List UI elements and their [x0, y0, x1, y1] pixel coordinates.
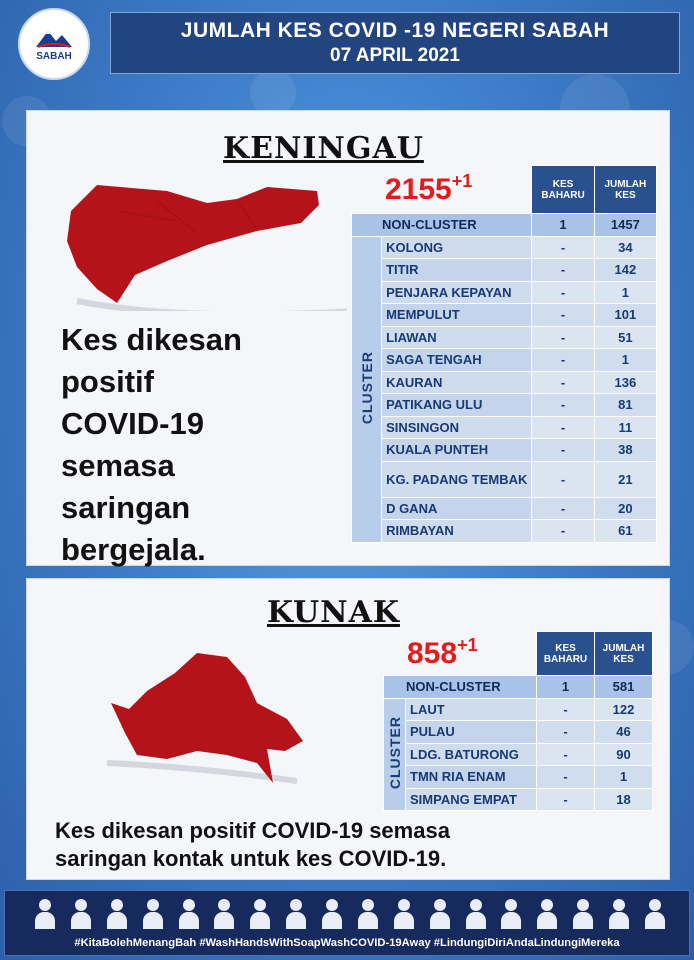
person-icon	[322, 899, 342, 929]
cluster-side-label: CLUSTER	[384, 698, 406, 811]
person-icon	[430, 899, 450, 929]
keningau-panel	[26, 110, 670, 566]
table-row: SAGA TENGAH - 1	[352, 349, 657, 372]
table-row: KUALA PUNTEH - 38	[352, 439, 657, 462]
person-icon	[179, 899, 199, 929]
desc-line: positif	[61, 364, 154, 399]
person-icon	[286, 899, 306, 929]
keningau-title: KENINGAU	[223, 131, 424, 166]
table-row: NON-CLUSTER 1 1457	[352, 214, 657, 237]
person-icon	[143, 899, 163, 929]
kunak-panel	[26, 578, 670, 880]
desc-line: COVID-19	[61, 406, 204, 441]
table-row: MEMPULUT - 101	[352, 304, 657, 327]
table-row: SINSINGON - 11	[352, 416, 657, 439]
kunak-increase: +1	[457, 635, 478, 655]
table-row: SIMPANG EMPAT - 18	[384, 788, 653, 811]
keningau-table	[351, 165, 657, 543]
desc-line: saringan kontak untuk kes COVID-19.	[55, 846, 447, 871]
table-row: CLUSTER LAUT - 122	[384, 698, 653, 721]
person-icon	[35, 899, 55, 929]
table-row: KG. PADANG TEMBAK - 21	[352, 461, 657, 497]
col-header-new: KES BAHARU	[537, 632, 595, 676]
col-header-total: JUMLAH KES	[595, 632, 653, 676]
footer-banner	[4, 890, 690, 956]
desc-line: Kes dikesan	[61, 322, 242, 357]
keningau-total-value: 2155	[385, 173, 452, 206]
col-header-total: JUMLAH KES	[594, 166, 656, 214]
person-icon	[609, 899, 629, 929]
kunak-title: KUNAK	[267, 595, 400, 630]
table-row: NON-CLUSTER 1 581	[384, 676, 653, 699]
sabah-logo	[18, 8, 90, 80]
table-row: CLUSTER KOLONG - 34	[352, 236, 657, 259]
page-date: 07 APRIL 2021	[330, 45, 460, 66]
table-row: LIAWAN - 51	[352, 326, 657, 349]
table-row: PENJARA KEPAYAN - 1	[352, 281, 657, 304]
person-icon	[250, 899, 270, 929]
desc-line: bergejala.	[61, 532, 206, 567]
person-icon	[71, 899, 91, 929]
table-row: KAURAN - 136	[352, 371, 657, 394]
kunak-table	[383, 631, 653, 811]
person-icon	[107, 899, 127, 929]
kunak-description	[55, 817, 450, 873]
desc-line: semasa	[61, 448, 175, 483]
table-row: TITIR - 142	[352, 259, 657, 282]
title-banner	[110, 12, 680, 74]
person-icon	[537, 899, 557, 929]
person-icon	[645, 899, 665, 929]
hashtags: #KitaBolehMenangBah #WashHandsWithSoapWashCOVID-19Away #LindungiDiriAndaLindungiMereka	[74, 937, 620, 949]
keningau-increase: +1	[451, 171, 473, 191]
table-row: PULAU - 46	[384, 721, 653, 744]
person-icon	[573, 899, 593, 929]
kunak-map	[97, 643, 317, 793]
kunak-total-value: 858	[407, 637, 458, 670]
table-row: RIMBAYAN - 61	[352, 520, 657, 543]
logo-text: SABAH	[36, 50, 72, 62]
person-icon	[394, 899, 414, 929]
table-row: PATIKANG ULU - 81	[352, 394, 657, 417]
col-header-new: KES BAHARU	[532, 166, 594, 214]
person-icon	[214, 899, 234, 929]
desc-line: Kes dikesan positif COVID-19 semasa	[55, 818, 450, 843]
table-row: LDG. BATURONG - 90	[384, 743, 653, 766]
page-title: JUMLAH KES COVID -19 NEGERI SABAH	[180, 19, 610, 42]
keningau-description	[61, 319, 242, 571]
frontliners-illustration	[35, 899, 665, 931]
person-icon	[466, 899, 486, 929]
table-row: TMN RIA ENAM - 1	[384, 766, 653, 789]
person-icon	[358, 899, 378, 929]
mountain-logo-icon	[34, 27, 74, 49]
keningau-map	[57, 171, 347, 311]
desc-line: saringan	[61, 490, 191, 525]
table-row: D GANA - 20	[352, 497, 657, 520]
cluster-side-label: CLUSTER	[352, 236, 382, 542]
person-icon	[501, 899, 521, 929]
